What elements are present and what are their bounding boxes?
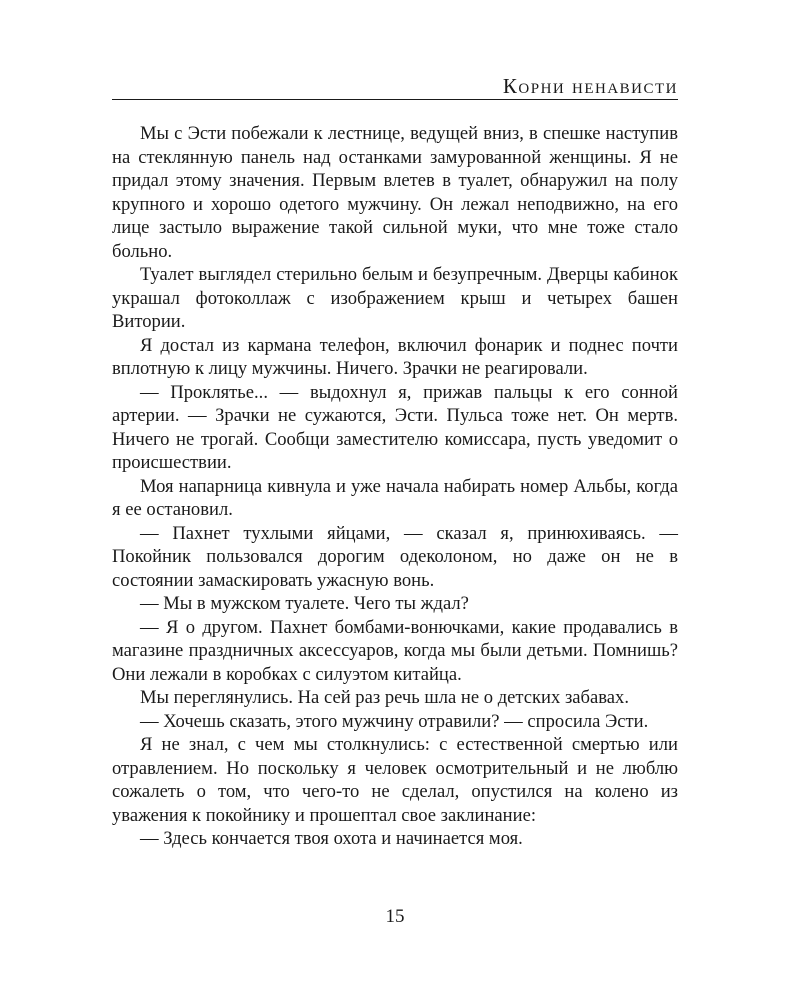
paragraph: Мы переглянулись. На сей раз речь шла не о детских забавах. [140, 687, 629, 708]
paragraph: — Я о другом. Пахнет бомбами-вонючками, какие продавались в магазине праздничных аксессуаров, когда мы были детьми. Помнишь? Они лежали в коробках с силуэтом китайца. [112, 616, 678, 685]
paragraph: Туалет выглядел стерильно белым и безупречным. Дверцы кабинок украшал фотоколлаж с изображением крыш и четырех башен Витории. [112, 264, 678, 332]
header-rule [112, 99, 678, 100]
paragraph: — Пахнет тухлыми яйцами, — сказал я, принюхиваясь. — Покойник пользовался дорогим одеколоном, но даже он не в состоянии замаскировать ужасную вонь. [112, 522, 678, 591]
paragraph: — Хочешь сказать, этого мужчину отравили? — спросила Эсти. [140, 710, 649, 732]
paragraph: Моя напарница кивнула и уже начала набирать номер Альбы, когда я ее остановил. [112, 475, 678, 520]
page-number: 15 [385, 906, 405, 927]
paragraph: — Здесь кончается твоя охота и начинается моя. [140, 828, 523, 849]
running-head: Корни ненависти [502, 74, 678, 98]
paragraph: Мы с Эсти побежали к лестнице, ведущей вниз, в спешке наступив на стеклянную панель над останками замурованной женщины. Я не придал этому значения. Первым влетев в туалет, обнаружил на полу крупного и хорошо одетого мужчину. Он лежал неподвижно, на его лице застыло выражение такой сильной муки, что мне тоже стало больно. [112, 123, 678, 262]
body-text [112, 122, 678, 851]
paragraph: — Проклятье... — выдохнул я, прижав пальцы к его сонной артерии. — Зрачки не сужаются, Эсти. Пульса тоже нет. Он мертв. Ничего не трогай. Сообщи заместителю комиссара, пусть уведомит о происшествии. [112, 381, 678, 473]
paragraph: Я достал из кармана телефон, включил фонарик и поднес почти вплотную к лицу мужчины. Ничего. Зрачки не реагировали. [112, 334, 678, 379]
book-page [112, 0, 678, 1000]
paragraph: — Мы в мужском туалете. Чего ты ждал? [140, 593, 469, 614]
paragraph: Я не знал, с чем мы столкнулись: с естественной смертью или отравлением. Но поскольку я человек осмотрительный и не люблю сожалеть о том, что чего-то не сделал, опустился на колено из уважения к покойнику и прошептал свое заклинание: [112, 734, 678, 826]
